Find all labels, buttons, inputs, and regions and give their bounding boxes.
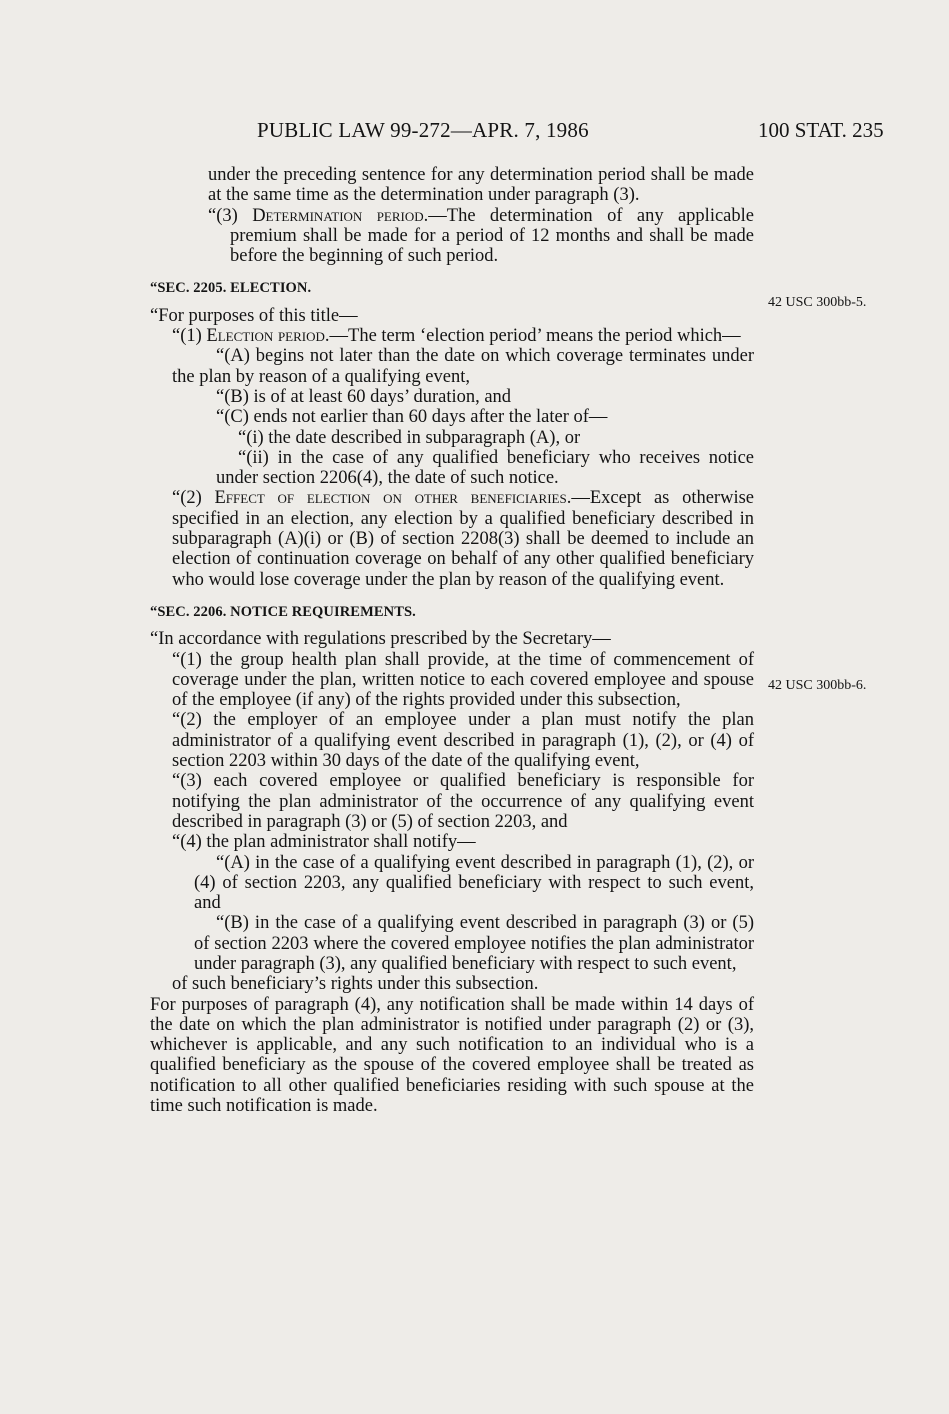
notice-item-4-b: “(B) in the case of a qualifying event described in paragraph (3) or (5) of section 2203 where the covered employee notifies the plan administrator under paragraph (3), any qualified beneficiary with respect to such event, — [194, 913, 754, 974]
subparagraph-a: “(A) begins not later than the date on which coverage terminates under the plan by reason of a qualifying event, — [172, 346, 754, 387]
page-header — [0, 118, 949, 148]
intro-in-accordance: “In accordance with regulations prescribed by the Secretary— — [150, 629, 611, 650]
header-title: PUBLIC LAW 99-272—APR. 7, 1986 — [257, 118, 589, 142]
notice-item-3: “(3) each covered employee or qualified beneficiary is responsible for notifying the plan administrator of the occurrence of any qualifying event described in paragraph (3) or (5) of section 2203, and — [172, 771, 754, 832]
notice-item-4-a: “(A) in the case of a qualifying event described in paragraph (1), (2), or (4) of section 2203, any qualified beneficiary with respect to such event, and — [194, 852, 754, 914]
para-text: —The term ‘election period’ means the period which— — [329, 326, 741, 347]
para-heading: Election period. — [206, 326, 330, 347]
intro-for-purposes: “For purposes of this title— — [150, 305, 358, 326]
subparagraph-c: “(C) ends not earlier than 60 days after the later of— — [216, 407, 608, 428]
para-number: “(1) — [172, 326, 207, 347]
document-body — [150, 165, 754, 1116]
paragraph-1-election-period — [150, 326, 754, 346]
para-number: “(3) — [208, 205, 253, 226]
paragraph-2-effect-of-election — [150, 488, 754, 589]
notice-item-4: “(4) the plan administrator shall notify— — [172, 832, 476, 853]
margin-note-usc-300bb-6: 42 USC 300bb-6. — [768, 678, 867, 693]
notice-item-4-tail: of such beneficiary’s rights under this subsection. — [172, 974, 539, 995]
para-text: —Except as otherwise specified in an election, any election by a qualified beneficiary described in subparagraph (A)(i) or (B) of section 2208(3) shall be deemed to include an election of continuation coverage on behalf of any other qualified beneficiary who would lose coverage under the plan by reason of the qualifying event. — [172, 488, 754, 590]
para-number: “(2) — [172, 488, 215, 509]
margin-note-usc-300bb-5: 42 USC 300bb-5. — [768, 295, 867, 310]
clause-i: “(i) the date described in subparagraph (A), or — [238, 427, 581, 448]
para-heading: Effect of election on other beneficiaries. — [214, 488, 572, 509]
clause-ii: “(ii) in the case of any qualified beneficiary who receives notice under section 2206(4), the date of such notice. — [216, 447, 754, 489]
paragraph-3-determination-period — [186, 206, 754, 267]
subparagraph-b: “(B) is of at least 60 days’ duration, and — [216, 386, 512, 407]
para-text: —The determination of any applicable premium shall be made for a period of 12 months and shall be made before the beginning of such period. — [230, 205, 754, 267]
para-heading: Determination period. — [252, 205, 429, 226]
notice-item-2: “(2) the employer of an employee under a plan must notify the plan administrator of a qualifying event described in paragraph (1), (2), or (4) of section 2203 within 30 days of the date of the qualifying event, — [172, 710, 754, 772]
section-heading-2206: “SEC. 2206. NOTICE REQUIREMENTS. — [150, 603, 416, 620]
notice-item-1: “(1) the group health plan shall provide, at the time of commencement of coverage under the plan, written notice to each covered employee and spouse of the employee (if any) of the rights provided under this subsection, — [172, 649, 754, 711]
section-heading-2205: “SEC. 2205. ELECTION. — [150, 280, 312, 297]
continued-paragraph: under the preceding sentence for any determination period shall be made at the same time as the determination under paragraph (3). — [208, 165, 754, 206]
closing-paragraph: For purposes of paragraph (4), any notification shall be made within 14 days of the date on which the plan administrator is notified under paragraph (2) or (3), whichever is applicable, and any such notification to an individual who is a qualified beneficiary as the spouse of the covered employee shall be treated as notification to all other qualified beneficiaries residing with such spouse at the time such notification is made. — [150, 994, 754, 1117]
header-stat-page: 100 STAT. 235 — [758, 118, 884, 142]
